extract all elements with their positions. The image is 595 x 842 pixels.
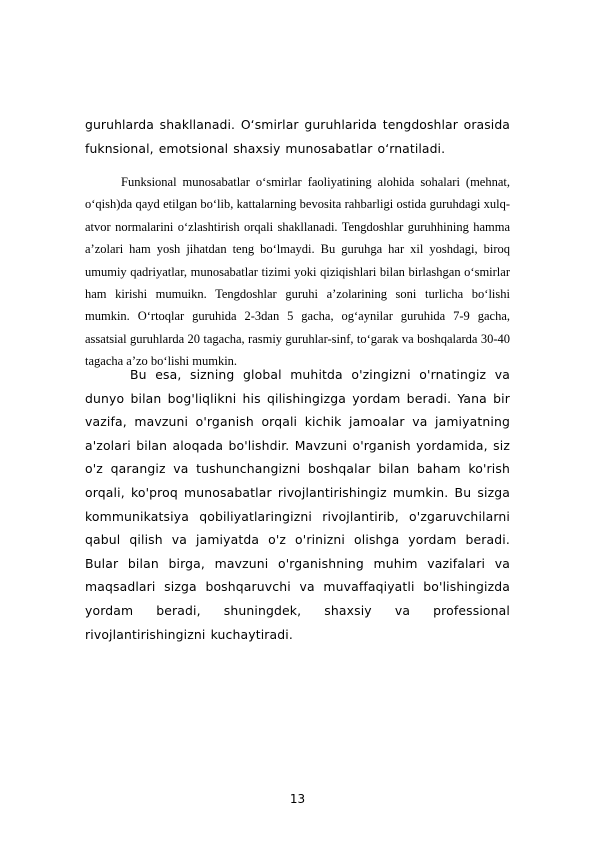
paragraph-global-environment: Bu esa, sizning global muhitda o'zingizni o'rnatingiz va dunyo bilan bog'liqlikni his qilishingizga yordam beradi. Yana bir vazifa, mavzuni o'rganish orqali kichik jamoalar va jamiyatning a'zolari bilan aloqada bo'lishdir. Mavzuni o'rganish yordamida, siz o'z qarangiz va tushunchangizni boshqalar bilan baham ko'rish orqali, ko'proq munosabatlar rivojlantirishingiz mumkin. Bu sizga kommunikatsiya qobiliyatlaringizni rivojlantirib, o'zgaruvchilarni qabul qilish va jamiyatda o'z o'rinizni olishga yordam beradi. Bular bilan birga, mavzuni o'rganishning muhim vazifalari va maqsadlari sizga boshqaruvchi va muvaffaqiyatli bo'lishingizda yordam beradi, shuningdek, shaxsiy va professional rivojlantirishingizni kuchaytiradi. [85,367,510,642]
paragraph-functional-relations: Funksional munosabatlar o‘smirlar faoliyatining alohida sohalari (mehnat, o‘qish)da qayd etilgan bo‘lib, kattalarning bevosita rahbarligi ostida guruhdagi xulq-atvor normalarini o‘zlashtirish orqali shakllanadi. Tengdoshlar guruhhining hamma a’zolari ham yosh jihatdan teng bo‘lmaydi. Bu guruhga har xil yoshdagi, biroq umumiy qadriyatlar, munosabatlar tizimi yoki qiziqishlari bilan birlashgan o‘smirlar ham kirishi mumuikn. Tengdoshlar guruhi a’zolarining soni turlicha bo‘lishi mumkin. O‘rtoqlar guruhida 2-3dan 5 gacha, og‘aynilar guruhida 7-9 gacha, assatsial guruhlarda 20 tagacha, rasmiy guruhlar-sinf, to‘garak va boshqalarda 30-40 tagacha a’zo bo‘lishi mumkin. [85,175,510,369]
page-number: 13 [289,792,306,806]
paragraph-intro: guruhlarda shakllanadi. O‘smirlar guruhlarida tengdoshlar orasida fuknsional, emotsional shaxsiy munosabatlar o‘rnatiladi. [85,117,510,156]
